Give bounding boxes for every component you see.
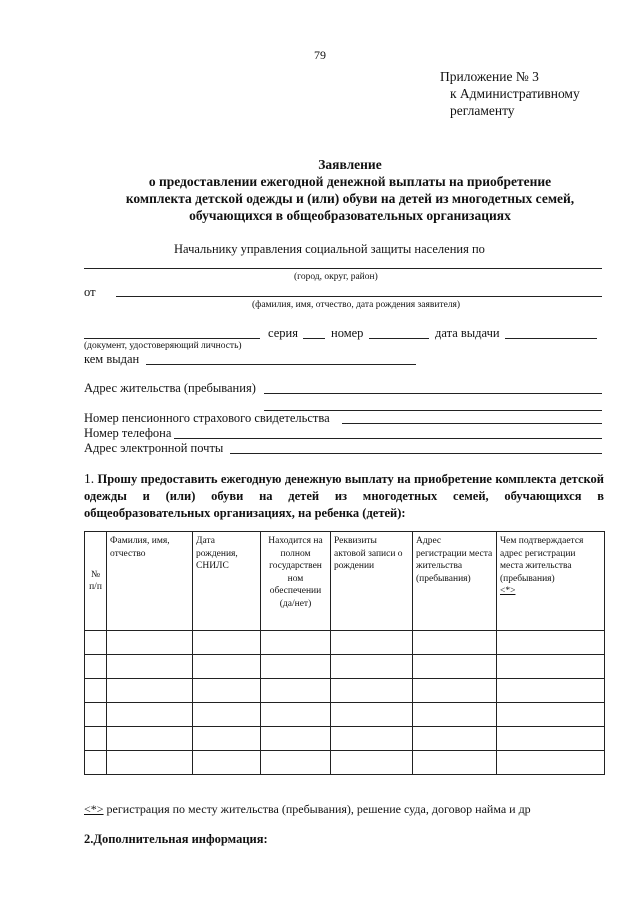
table-cell[interactable] bbox=[107, 727, 193, 751]
table-cell[interactable] bbox=[193, 751, 261, 775]
issue-date-label: дата выдачи bbox=[435, 326, 500, 340]
table-cell[interactable] bbox=[261, 631, 331, 655]
header-registration-address: Адрес регистрации места жительства (пребывания) bbox=[413, 532, 497, 631]
table-cell[interactable] bbox=[413, 655, 497, 679]
table-row bbox=[85, 727, 605, 751]
number-label: номер bbox=[331, 326, 364, 340]
title-line-4: обучающихся в общеобразовательных организациях bbox=[189, 208, 511, 223]
city-field[interactable] bbox=[84, 268, 602, 269]
table-cell[interactable] bbox=[331, 679, 413, 703]
pension-label: Номер пенсионного страхового свидетельства bbox=[84, 411, 330, 425]
table-cell[interactable] bbox=[85, 727, 107, 751]
table-cell[interactable] bbox=[413, 679, 497, 703]
table-cell[interactable] bbox=[331, 631, 413, 655]
pension-field[interactable] bbox=[342, 423, 602, 424]
table-cell[interactable] bbox=[331, 727, 413, 751]
table-cell[interactable] bbox=[85, 751, 107, 775]
table-cell[interactable] bbox=[261, 703, 331, 727]
title-line-3: комплекта детской одежды и (или) обуви на детей из многодетных семей, bbox=[125, 191, 575, 206]
table-cell[interactable] bbox=[261, 679, 331, 703]
issued-by-label: кем выдан bbox=[84, 352, 140, 366]
applicant-field[interactable] bbox=[116, 296, 602, 297]
table-cell[interactable] bbox=[85, 655, 107, 679]
table-cell[interactable] bbox=[261, 655, 331, 679]
document-field[interactable] bbox=[84, 338, 260, 339]
table-cell[interactable] bbox=[85, 631, 107, 655]
table-cell[interactable] bbox=[261, 751, 331, 775]
table-cell[interactable] bbox=[193, 655, 261, 679]
table-cell[interactable] bbox=[413, 727, 497, 751]
phone-label: Номер телефона bbox=[84, 426, 172, 440]
header-address-proof-text: Чем подтверждается адрес регистрации места жительства (пребывания) bbox=[500, 536, 584, 584]
table-cell[interactable] bbox=[193, 727, 261, 751]
table-cell[interactable] bbox=[107, 751, 193, 775]
table-cell[interactable] bbox=[85, 703, 107, 727]
document-title bbox=[60, 156, 640, 224]
page-number: 79 bbox=[314, 48, 326, 62]
table-cell[interactable] bbox=[497, 655, 605, 679]
table-cell[interactable] bbox=[107, 655, 193, 679]
footnote-mark[interactable]: <*> bbox=[84, 802, 104, 816]
table-cell[interactable] bbox=[331, 703, 413, 727]
table-header-row bbox=[85, 532, 605, 631]
title-line-2: о предоставлении ежегодной денежной выплаты на приобретение bbox=[148, 174, 552, 189]
footnote-text: регистрация по месту жительства (пребывания), решение суда, договор найма и др bbox=[103, 802, 531, 816]
city-hint: (город, округ, район) bbox=[294, 272, 378, 282]
footnote bbox=[84, 802, 531, 817]
table-cell[interactable] bbox=[261, 727, 331, 751]
header-birth-snils: Дата рождения, СНИЛС bbox=[193, 532, 261, 631]
table-cell[interactable] bbox=[413, 631, 497, 655]
table-row bbox=[85, 703, 605, 727]
table-cell[interactable] bbox=[497, 703, 605, 727]
request-text: Прошу предоставить ежегодную денежную выплату на приобретение комплекта детской одежды и (или) обуви на детей из многодетных семей, обучающихся в общеобразовательных организациях, на ребенка (детей): bbox=[84, 472, 604, 520]
from-label: от bbox=[84, 285, 96, 299]
header-birth-record: Реквизиты актовой записи о рождении bbox=[331, 532, 413, 631]
appendix-note bbox=[440, 68, 580, 119]
phone-field[interactable] bbox=[174, 438, 602, 439]
appendix-line-3: регламенту bbox=[450, 103, 515, 118]
header-state-support: Находится на полном государствен ном обеспечении (да/нет) bbox=[261, 532, 331, 631]
table-cell[interactable] bbox=[497, 751, 605, 775]
header-address-proof bbox=[497, 532, 605, 631]
appendix-line-2: к Административному bbox=[450, 86, 580, 101]
table-row bbox=[85, 655, 605, 679]
table-cell[interactable] bbox=[107, 631, 193, 655]
document-hint: (документ, удостоверяющий личность) bbox=[84, 341, 242, 351]
issue-date-field[interactable] bbox=[505, 338, 597, 339]
issued-by-field[interactable] bbox=[146, 364, 416, 365]
children-table bbox=[84, 531, 605, 775]
table-cell[interactable] bbox=[413, 703, 497, 727]
residence-field[interactable] bbox=[264, 393, 602, 394]
series-label: серия bbox=[268, 326, 298, 340]
applicant-hint: (фамилия, имя, отчество, дата рождения заявителя) bbox=[252, 300, 461, 310]
appendix-line-1: Приложение № 3 bbox=[440, 69, 539, 84]
additional-info-heading: 2.Дополнительная информация: bbox=[84, 832, 268, 846]
number-field[interactable] bbox=[369, 338, 429, 339]
table-row bbox=[85, 751, 605, 775]
table-cell[interactable] bbox=[497, 679, 605, 703]
table-cell[interactable] bbox=[331, 751, 413, 775]
table-cell[interactable] bbox=[331, 655, 413, 679]
table-cell[interactable] bbox=[193, 631, 261, 655]
table-cell[interactable] bbox=[497, 631, 605, 655]
table-row bbox=[85, 631, 605, 655]
table-cell[interactable] bbox=[497, 727, 605, 751]
table-cell[interactable] bbox=[413, 751, 497, 775]
table-cell[interactable] bbox=[193, 679, 261, 703]
footnote-ref-link[interactable]: <*> bbox=[500, 586, 516, 596]
request-paragraph bbox=[84, 470, 604, 522]
table-cell[interactable] bbox=[85, 679, 107, 703]
header-number: № п/п bbox=[85, 532, 107, 631]
table-cell[interactable] bbox=[107, 679, 193, 703]
email-label: Адрес электронной почты bbox=[84, 441, 224, 455]
request-number: 1. bbox=[84, 471, 95, 486]
email-field[interactable] bbox=[230, 453, 602, 454]
addressee-text: Начальнику управления социальной защиты населения по bbox=[174, 242, 485, 256]
table-row bbox=[85, 679, 605, 703]
table-cell[interactable] bbox=[107, 703, 193, 727]
series-field[interactable] bbox=[303, 338, 325, 339]
title-line-1: Заявление bbox=[318, 157, 382, 172]
residence-label: Адрес жительства (пребывания) bbox=[84, 381, 256, 395]
header-full-name: Фамилия, имя, отчество bbox=[107, 532, 193, 631]
table-cell[interactable] bbox=[193, 703, 261, 727]
